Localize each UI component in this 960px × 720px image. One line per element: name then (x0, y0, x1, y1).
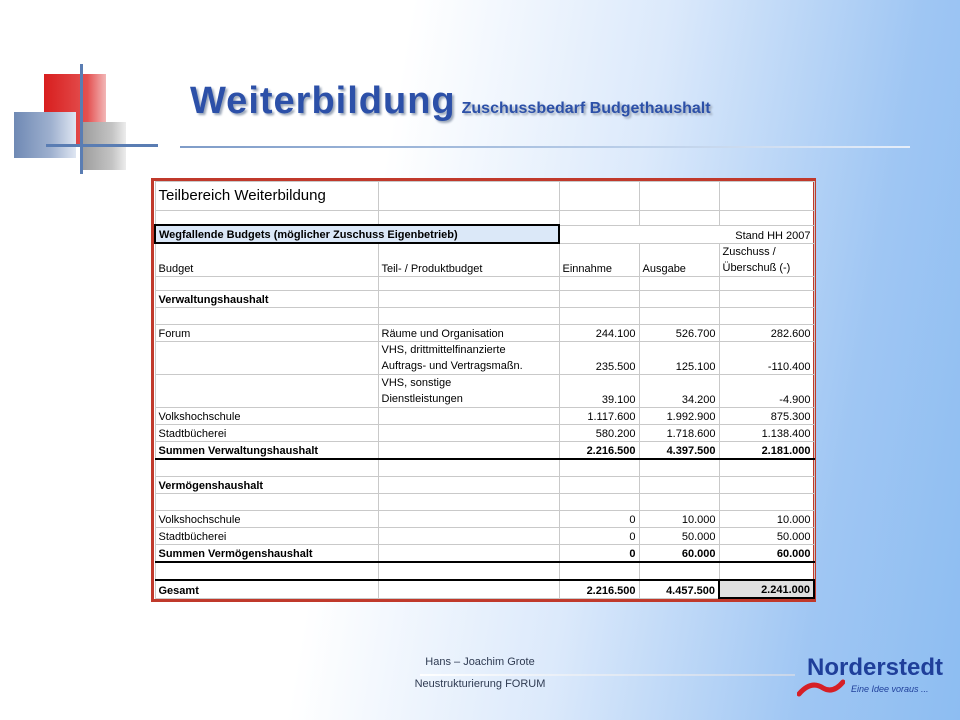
cell-einnahme: 1.117.600 (559, 408, 639, 425)
cell-ausgabe: 10.000 (639, 511, 719, 528)
stand-label: Stand HH 2007 (559, 225, 814, 243)
cell-budget: Volkshochschule (155, 408, 378, 425)
cell-budget: Forum (155, 325, 378, 342)
section-vermoegen: Vermögenshaushalt (155, 477, 378, 494)
cell-budget: Volkshochschule (155, 511, 378, 528)
cell-zuschuss-total: 2.241.000 (719, 580, 814, 598)
slide-title (190, 80, 711, 123)
decor-horizontal-line (46, 144, 158, 147)
table-row (155, 511, 814, 528)
cell-teil (378, 375, 559, 408)
col-einnahme: Einnahme (559, 243, 639, 277)
cell-einnahme: 2.216.500 (559, 442, 639, 460)
cell-einnahme: 2.216.500 (559, 580, 639, 598)
cell-teil-line-1: VHS, sonstige (381, 377, 452, 389)
cell-ausgabe: 1.992.900 (639, 408, 719, 425)
col-zuschuss (719, 243, 814, 277)
section-label: Wegfallende Budgets (möglicher Zuschuss Eigenbetrieb) (155, 225, 559, 243)
spacer-row (155, 308, 814, 325)
footer-project: Neustrukturierung FORUM (414, 678, 546, 690)
col-zuschuss-line-2: Überschuß (-) (722, 262, 791, 274)
title-sub: Zuschussbedarf Budgethaushalt (461, 100, 711, 117)
col-ausgabe: Ausgabe (639, 243, 719, 277)
cell-teil-line-2: Dienstleistungen (381, 393, 463, 405)
table-row (155, 408, 814, 425)
section-verwaltung-row (155, 291, 814, 308)
cell-budget: Summen Vermögenshaushalt (155, 545, 378, 563)
col-teil: Teil- / Produktbudget (378, 243, 559, 277)
sum-row-verwaltung (155, 442, 814, 460)
cell-einnahme: 235.500 (559, 342, 639, 375)
spacer-row (155, 277, 814, 291)
decor-vertical-line (80, 64, 83, 174)
cell-zuschuss: 282.600 (719, 325, 814, 342)
cell-ausgabe: 1.718.600 (639, 425, 719, 442)
cell-teil-line-1: VHS, drittmittelfinanzierte (381, 344, 506, 356)
total-row (155, 580, 814, 598)
cell-ausgabe: 526.700 (639, 325, 719, 342)
cell-zuschuss: 1.138.400 (719, 425, 814, 442)
logo-name: Norderstedt (807, 654, 944, 681)
cell-einnahme: 39.100 (559, 375, 639, 408)
table-row (155, 425, 814, 442)
table-row (155, 325, 814, 342)
cell-budget: Summen Verwaltungshaushalt (155, 442, 378, 460)
spacer-row (155, 562, 814, 580)
cell-zuschuss: 60.000 (719, 545, 814, 563)
cell-ausgabe: 4.457.500 (639, 580, 719, 598)
cell-einnahme: 580.200 (559, 425, 639, 442)
cell-zuschuss: -4.900 (719, 375, 814, 408)
table-heading: Teilbereich Weiterbildung (155, 182, 378, 211)
spacer-row (155, 459, 814, 477)
cell-teil: Räume und Organisation (378, 325, 559, 342)
title-underline (180, 146, 910, 148)
sum-row-vermoegen (155, 545, 814, 563)
cell-zuschuss: 875.300 (719, 408, 814, 425)
cell-zuschuss: -110.400 (719, 342, 814, 375)
col-zuschuss-line-1: Zuschuss / (722, 246, 776, 258)
spacer-row (155, 494, 814, 511)
cell-budget: Stadtbücherei (155, 528, 378, 545)
logo-tagline: Eine Idee voraus ... (851, 684, 929, 694)
cell-teil-line-2: Auftrags- und Vertragsmaßn. (381, 360, 523, 372)
decor-blue-square (14, 112, 76, 158)
logo-swoosh-icon (797, 678, 845, 700)
table-row (155, 528, 814, 545)
cell-einnahme: 0 (559, 528, 639, 545)
cell-einnahme: 244.100 (559, 325, 639, 342)
cell-budget: Gesamt (155, 580, 378, 598)
spreadsheet-frame (151, 178, 816, 602)
title-main: Weiterbildung (190, 80, 456, 122)
norderstedt-logo (797, 652, 944, 708)
budget-table (154, 181, 815, 599)
table-heading-row (155, 182, 814, 211)
footer-author: Hans – Joachim Grote (425, 656, 535, 668)
cell-zuschuss: 50.000 (719, 528, 814, 545)
cell-einnahme: 0 (559, 545, 639, 563)
table-row (155, 375, 814, 408)
cell-zuschuss: 10.000 (719, 511, 814, 528)
cell-ausgabe: 125.100 (639, 342, 719, 375)
cell-ausgabe: 34.200 (639, 375, 719, 408)
cell-teil (378, 342, 559, 375)
col-budget: Budget (155, 243, 378, 277)
cell-zuschuss: 2.181.000 (719, 442, 814, 460)
section-vermoegen-row (155, 477, 814, 494)
spacer-row (155, 211, 814, 226)
column-header-row (155, 243, 814, 277)
cell-ausgabe: 50.000 (639, 528, 719, 545)
section-verwaltung: Verwaltungshaushalt (155, 291, 378, 308)
footer-divider (420, 674, 795, 676)
section-label-row (155, 225, 814, 243)
cell-ausgabe: 60.000 (639, 545, 719, 563)
cell-einnahme: 0 (559, 511, 639, 528)
cell-ausgabe: 4.397.500 (639, 442, 719, 460)
cell-budget: Stadtbücherei (155, 425, 378, 442)
table-row (155, 342, 814, 375)
